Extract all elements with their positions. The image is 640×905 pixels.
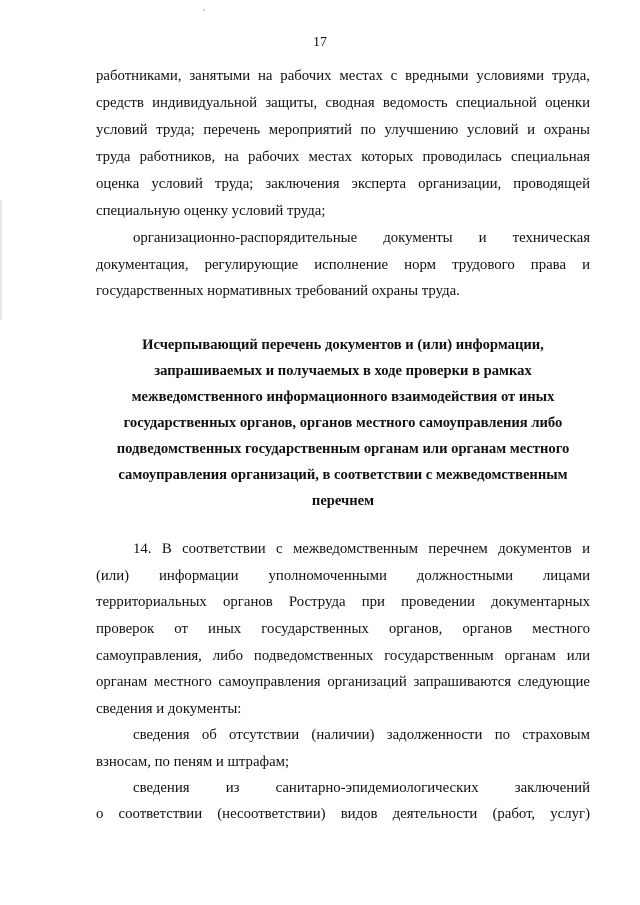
paragraph-1-line: труда работников, на рабочих местах которых проводилась специальная [96, 149, 590, 165]
paragraph-1-line: работниками, занятыми на рабочих местах с вредными условиями труда, [96, 68, 590, 84]
section-heading-line: самоуправления организаций, в соответствии с межведомственным [118, 467, 568, 483]
section-heading-line: межведомственного информационного взаимодействия от иных [131, 389, 555, 405]
paragraph-2-line: документация, регулирующие исполнение норм трудового права и [96, 257, 590, 273]
paragraph-3-line: самоуправления, либо подведомственных государственным органам или [96, 648, 590, 664]
section-heading-line: запрашиваемых и получаемых в ходе проверки в рамках [154, 363, 532, 379]
paragraph-5-line: о соответствии (несоответствии) видов деятельности (работ, услуг) [96, 806, 590, 822]
paragraph-3-line: территориальных органов Роструда при проведении документарных [96, 594, 590, 610]
paragraph-3-line: 14. В соответствии с межведомственным перечнем документов и [133, 541, 590, 557]
paragraph-1-line: средств индивидуальной защиты, сводная ведомость специальной оценки [96, 95, 590, 111]
paragraph-3-line: (или) информации уполномоченными должностными лицами [96, 568, 590, 584]
scan-edge-shadow [0, 200, 2, 320]
paragraph-2-line: государственных нормативных требований охраны труда. [96, 283, 460, 299]
page-number: 17 [313, 35, 327, 50]
paragraph-4-line: взносам, по пеням и штрафам; [96, 754, 290, 770]
section-heading-line: подведомственных государственным органам или органам местного [116, 441, 570, 457]
paragraph-3-line: проверок от иных государственных органов, органов местного [96, 621, 590, 637]
paragraph-2-line: организационно-распорядительные документы и техническая [133, 230, 590, 246]
paragraph-1-line: условий труда; перечень мероприятий по улучшению условий и охраны [96, 122, 590, 138]
section-heading-line: Исчерпывающий перечень документов и (или) информации, [142, 337, 544, 353]
scan-speck [203, 9, 205, 11]
section-heading-line: перечнем [311, 493, 375, 509]
paragraph-3-line: органам местного самоуправления организаций запрашиваются следующие [96, 674, 590, 690]
paragraph-5-line: сведения из санитарно-эпидемиологических заключений [133, 780, 590, 796]
section-heading-line: государственных органов, органов местного самоуправления либо [123, 415, 563, 431]
paragraph-1-line: оценка условий труда; заключения эксперта организации, проводящей [96, 176, 590, 192]
paragraph-1-line: специальную оценку условий труда; [96, 203, 326, 219]
paragraph-3-line: сведения и документы: [96, 701, 242, 717]
paragraph-4-line: сведения об отсутствии (наличии) задолженности по страховым [133, 727, 590, 743]
